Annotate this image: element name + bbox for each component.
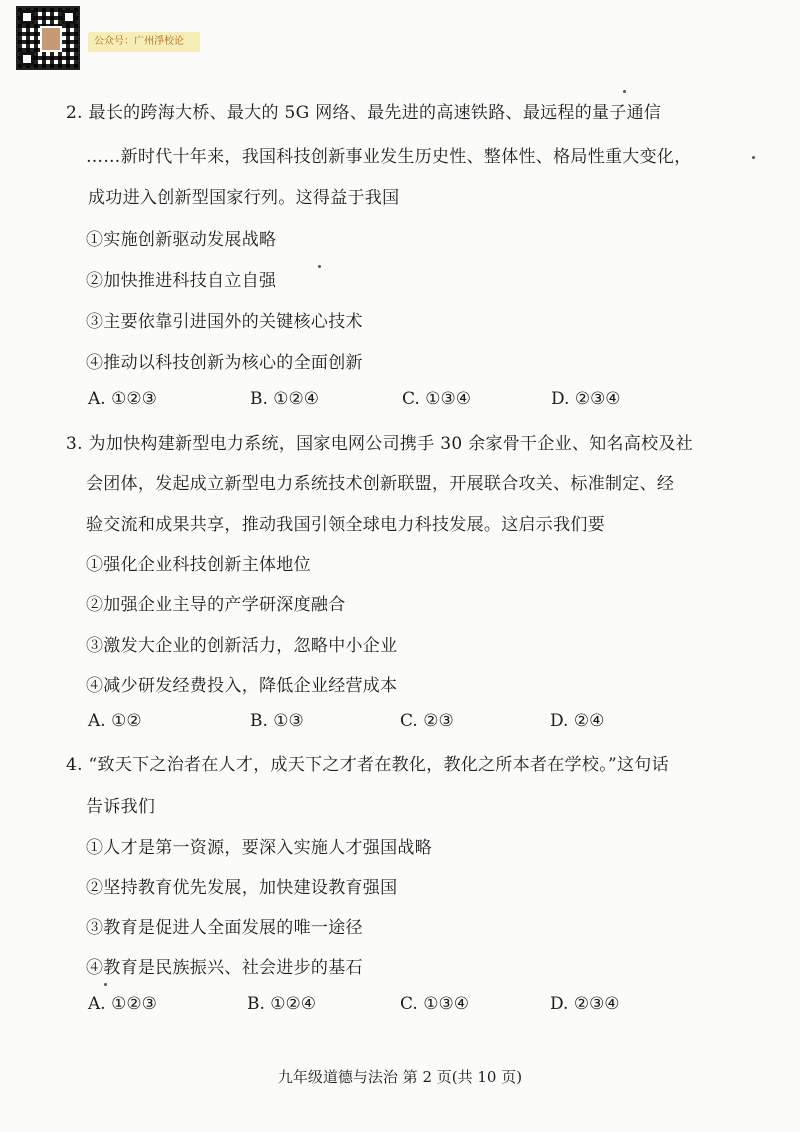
answer-option-c[interactable]: C. ②③: [400, 711, 454, 731]
statement-item: ②加快推进科技自立自强: [86, 271, 277, 291]
answer-option-c[interactable]: C. ①③④: [400, 994, 469, 1014]
qr-code: [16, 6, 80, 70]
page-footer: 九年级道德与法治 第 2 页(共 10 页): [277, 1068, 523, 1086]
qr-corner-marker: [20, 10, 34, 24]
statement-item: ③主要依靠引进国外的关键核心技术: [86, 312, 363, 332]
qr-corner-marker: [62, 10, 76, 24]
statement-item: ①人才是第一资源，要深入实施人才强国战略: [86, 838, 432, 858]
statement-item: ①实施创新驱动发展战略: [86, 230, 277, 250]
question-stem-line: 3. 为加快构建新型电力系统，国家电网公司携手 30 余家骨干企业、知名高校及社: [66, 434, 694, 454]
answer-option-c[interactable]: C. ①③④: [402, 389, 471, 409]
avatar: [40, 26, 62, 52]
question-stem-line: 4. “致天下之治者在人才，成天下之才者在教化，教化之所本者在学校。”这句话: [66, 755, 669, 775]
question-stem-line: 2. 最长的跨海大桥、最大的 5G 网络、最先进的高速铁路、最远程的量子通信: [66, 103, 662, 123]
answer-option-a[interactable]: A. ①②③: [88, 389, 157, 409]
question-stem-line: ……新时代十年来，我国科技创新事业发生历史性、整体性、格局性重大变化，: [86, 147, 692, 167]
account-banner: 公众号：广州淨校论: [88, 32, 200, 52]
question-stem-line: 告诉我们: [86, 797, 156, 817]
answer-option-b[interactable]: B. ①②④: [247, 994, 317, 1014]
statement-item: ②坚持教育优先发展，加快建设教育强国: [86, 878, 398, 898]
answer-option-d[interactable]: D. ②③④: [551, 389, 621, 409]
statement-item: ④推动以科技创新为核心的全面创新: [86, 353, 363, 373]
question-stem-line: 会团体，发起成立新型电力系统技术创新联盟，开展联合攻关、标准制定、经: [86, 474, 675, 494]
question-stem-line: 成功进入创新型国家行列。这得益于我国: [88, 188, 400, 208]
answer-option-a[interactable]: A. ①②: [88, 711, 142, 731]
scan-speck: [752, 156, 755, 159]
statement-item: ①强化企业科技创新主体地位: [86, 555, 311, 575]
qr-corner-marker: [20, 52, 34, 66]
answer-option-d[interactable]: D. ②③④: [550, 994, 620, 1014]
answer-option-a[interactable]: A. ①②③: [88, 994, 157, 1014]
statement-item: ④教育是民族振兴、社会进步的基石: [86, 958, 363, 978]
scan-speck: [318, 265, 321, 268]
statement-item: ③激发大企业的创新活力，忽略中小企业: [86, 636, 398, 656]
question-stem-line: 验交流和成果共享，推动我国引领全球电力科技发展。这启示我们要: [86, 515, 605, 535]
statement-item: ③教育是促进人全面发展的唯一途径: [86, 918, 363, 938]
answer-option-d[interactable]: D. ②④: [550, 711, 605, 731]
scan-speck: [623, 90, 626, 93]
scan-speck: [104, 983, 107, 986]
statement-item: ④减少研发经费投入，降低企业经营成本: [86, 676, 398, 696]
answer-option-b[interactable]: B. ①③: [250, 711, 304, 731]
statement-item: ②加强企业主导的产学研深度融合: [86, 595, 346, 615]
answer-option-b[interactable]: B. ①②④: [250, 389, 320, 409]
